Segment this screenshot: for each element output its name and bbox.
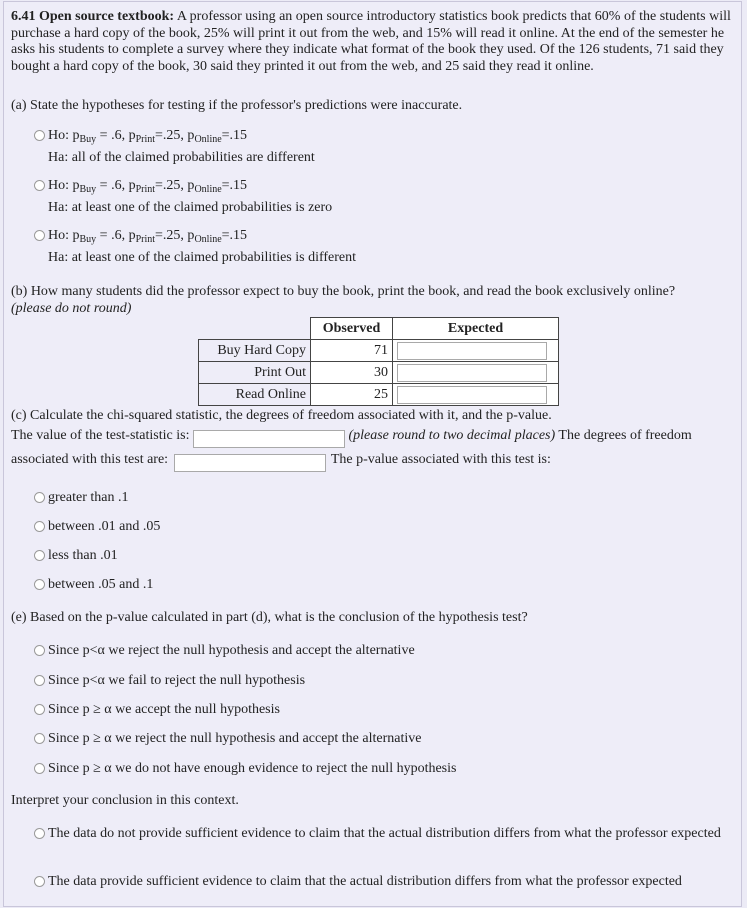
- radio-button[interactable]: [34, 828, 45, 839]
- part-a-option-2[interactable]: [34, 177, 332, 217]
- header-observed: Observed: [311, 318, 393, 340]
- part-c-df-line: [11, 451, 551, 472]
- h0-prefix: Ho: p: [48, 178, 80, 193]
- observed-value: 71: [311, 340, 393, 362]
- radio-button[interactable]: [34, 230, 45, 241]
- df-label-1: The degrees of freedom: [558, 428, 692, 443]
- degrees-of-freedom-input[interactable]: [174, 454, 326, 472]
- row-label: Read Online: [199, 384, 311, 406]
- part-e-prompt: (e) Based on the p-value calculated in part (d), what is the conclusion of the hypothesis test?: [11, 610, 528, 625]
- observed-value: 30: [311, 362, 393, 384]
- online-value: =.15: [221, 228, 248, 243]
- online-value: =.15: [221, 128, 248, 143]
- option-label: Since p<α we reject the null hypothesis and accept the alternative: [48, 643, 415, 658]
- df-label-2: associated with this test are:: [11, 452, 169, 467]
- observed-value: 25: [311, 384, 393, 406]
- p-value-option-4[interactable]: [34, 576, 153, 593]
- h0-prefix: Ho: p: [48, 228, 80, 243]
- p-value-option-1[interactable]: [34, 489, 128, 506]
- header-expected: Expected: [393, 318, 559, 340]
- row-label: Buy Hard Copy: [199, 340, 311, 362]
- part-b-note: (please do not round): [11, 301, 132, 316]
- part-c-prompt: (c) Calculate the chi-squared statistic, the degrees of freedom associated with it, and the p-value.: [11, 408, 552, 423]
- expected-cell: [393, 384, 559, 406]
- print-value: =.25, p: [155, 178, 195, 193]
- table-row: [199, 362, 559, 384]
- interpret-option-1[interactable]: [34, 825, 724, 842]
- question-panel: [3, 1, 742, 907]
- part-c-stat-line: [11, 427, 736, 448]
- p-value-label: The p-value associated with this test is:: [330, 452, 551, 467]
- problem-text: A professor using an open source introductory statistics book predicts that 60% of the students will purchase a hard copy of the book, 25% will print it out from the web, and 15% will read it online. At the end of the semester he asks his students to complete a survey where they indicate what format of the book they used. Of the 126 students, 71 said they bought a hard copy of the book, 30 said they printed it out from the web, and 25 said they read it online.: [11, 9, 731, 74]
- stat-note: (please round to two decimal places): [348, 428, 556, 443]
- conclusion-option-3[interactable]: [34, 701, 280, 718]
- interpret-prompt: Interpret your conclusion in this context.: [11, 793, 239, 808]
- option-label: Since p<α we fail to reject the null hypothesis: [48, 673, 306, 688]
- buy-value: = .6, p: [96, 128, 136, 143]
- buy-value: = .6, p: [96, 178, 136, 193]
- sub-online: Online: [194, 184, 222, 195]
- radio-button[interactable]: [34, 733, 45, 744]
- problem-statement: [11, 9, 736, 75]
- expected-input-buy[interactable]: [397, 342, 547, 360]
- radio-button[interactable]: [34, 645, 45, 656]
- radio-button[interactable]: [34, 550, 45, 561]
- ha-text: Ha: all of the claimed probabilities are different: [48, 150, 315, 165]
- sub-online: Online: [194, 234, 222, 245]
- sub-print: Print: [135, 134, 156, 145]
- table-row: [199, 384, 559, 406]
- radio-button[interactable]: [34, 130, 45, 141]
- option-label: between .01 and .05: [48, 519, 161, 534]
- radio-button[interactable]: [34, 521, 45, 532]
- print-value: =.25, p: [155, 228, 195, 243]
- sub-buy: Buy: [79, 184, 97, 195]
- option-label: Since p ≥ α we accept the null hypothesis: [48, 702, 280, 717]
- test-statistic-input[interactable]: [193, 430, 345, 448]
- sub-online: Online: [194, 134, 222, 145]
- sub-buy: Buy: [79, 234, 97, 245]
- radio-button[interactable]: [34, 704, 45, 715]
- option-label: The data provide sufficient evidence to claim that the actual distribution differs from what the professor expected: [48, 874, 682, 889]
- conclusion-option-1[interactable]: [34, 642, 415, 659]
- interpret-option-2[interactable]: [34, 873, 734, 890]
- ha-text: Ha: at least one of the claimed probabilities is different: [48, 250, 357, 265]
- conclusion-option-2[interactable]: [34, 672, 305, 689]
- sub-print: Print: [135, 234, 156, 245]
- option-label: The data do not provide sufficient evidence to claim that the actual distribution differs from what the professor expected: [48, 826, 721, 841]
- radio-button[interactable]: [34, 180, 45, 191]
- h0-prefix: Ho: p: [48, 128, 80, 143]
- row-label: Print Out: [199, 362, 311, 384]
- part-a-option-1[interactable]: [34, 127, 315, 167]
- option-label: greater than .1: [48, 490, 129, 505]
- radio-button[interactable]: [34, 763, 45, 774]
- ha-text: Ha: at least one of the claimed probabilities is zero: [48, 200, 333, 215]
- stat-label: The value of the test-statistic is:: [11, 428, 190, 443]
- option-label: between .05 and .1: [48, 577, 154, 592]
- print-value: =.25, p: [155, 128, 195, 143]
- expected-input-print[interactable]: [397, 364, 547, 382]
- option-label: Since p ≥ α we reject the null hypothesis and accept the alternative: [48, 731, 422, 746]
- part-a-prompt: (a) State the hypotheses for testing if the professor's predictions were inaccurate.: [11, 98, 463, 113]
- expected-counts-table: [198, 317, 559, 406]
- p-value-option-3[interactable]: [34, 547, 118, 564]
- radio-button[interactable]: [34, 876, 45, 887]
- conclusion-option-4[interactable]: [34, 730, 421, 747]
- p-value-option-2[interactable]: [34, 518, 160, 535]
- expected-cell: [393, 340, 559, 362]
- expected-cell: [393, 362, 559, 384]
- problem-number: 6.41: [11, 9, 36, 24]
- expected-input-online[interactable]: [397, 386, 547, 404]
- radio-button[interactable]: [34, 579, 45, 590]
- table-row: [199, 340, 559, 362]
- buy-value: = .6, p: [96, 228, 136, 243]
- sub-buy: Buy: [79, 134, 97, 145]
- problem-title: Open source textbook:: [39, 9, 175, 24]
- part-b-prompt: (b) How many students did the professor expect to buy the book, print the book, and read the book exclusively online?: [11, 284, 676, 299]
- conclusion-option-5[interactable]: [34, 760, 456, 777]
- radio-button[interactable]: [34, 675, 45, 686]
- option-label: less than .01: [48, 548, 118, 563]
- sub-print: Print: [135, 184, 156, 195]
- radio-button[interactable]: [34, 492, 45, 503]
- option-label: Since p ≥ α we do not have enough evidence to reject the null hypothesis: [48, 761, 457, 776]
- online-value: =.15: [221, 178, 248, 193]
- part-a-option-3[interactable]: [34, 227, 356, 267]
- table-corner: [199, 318, 311, 340]
